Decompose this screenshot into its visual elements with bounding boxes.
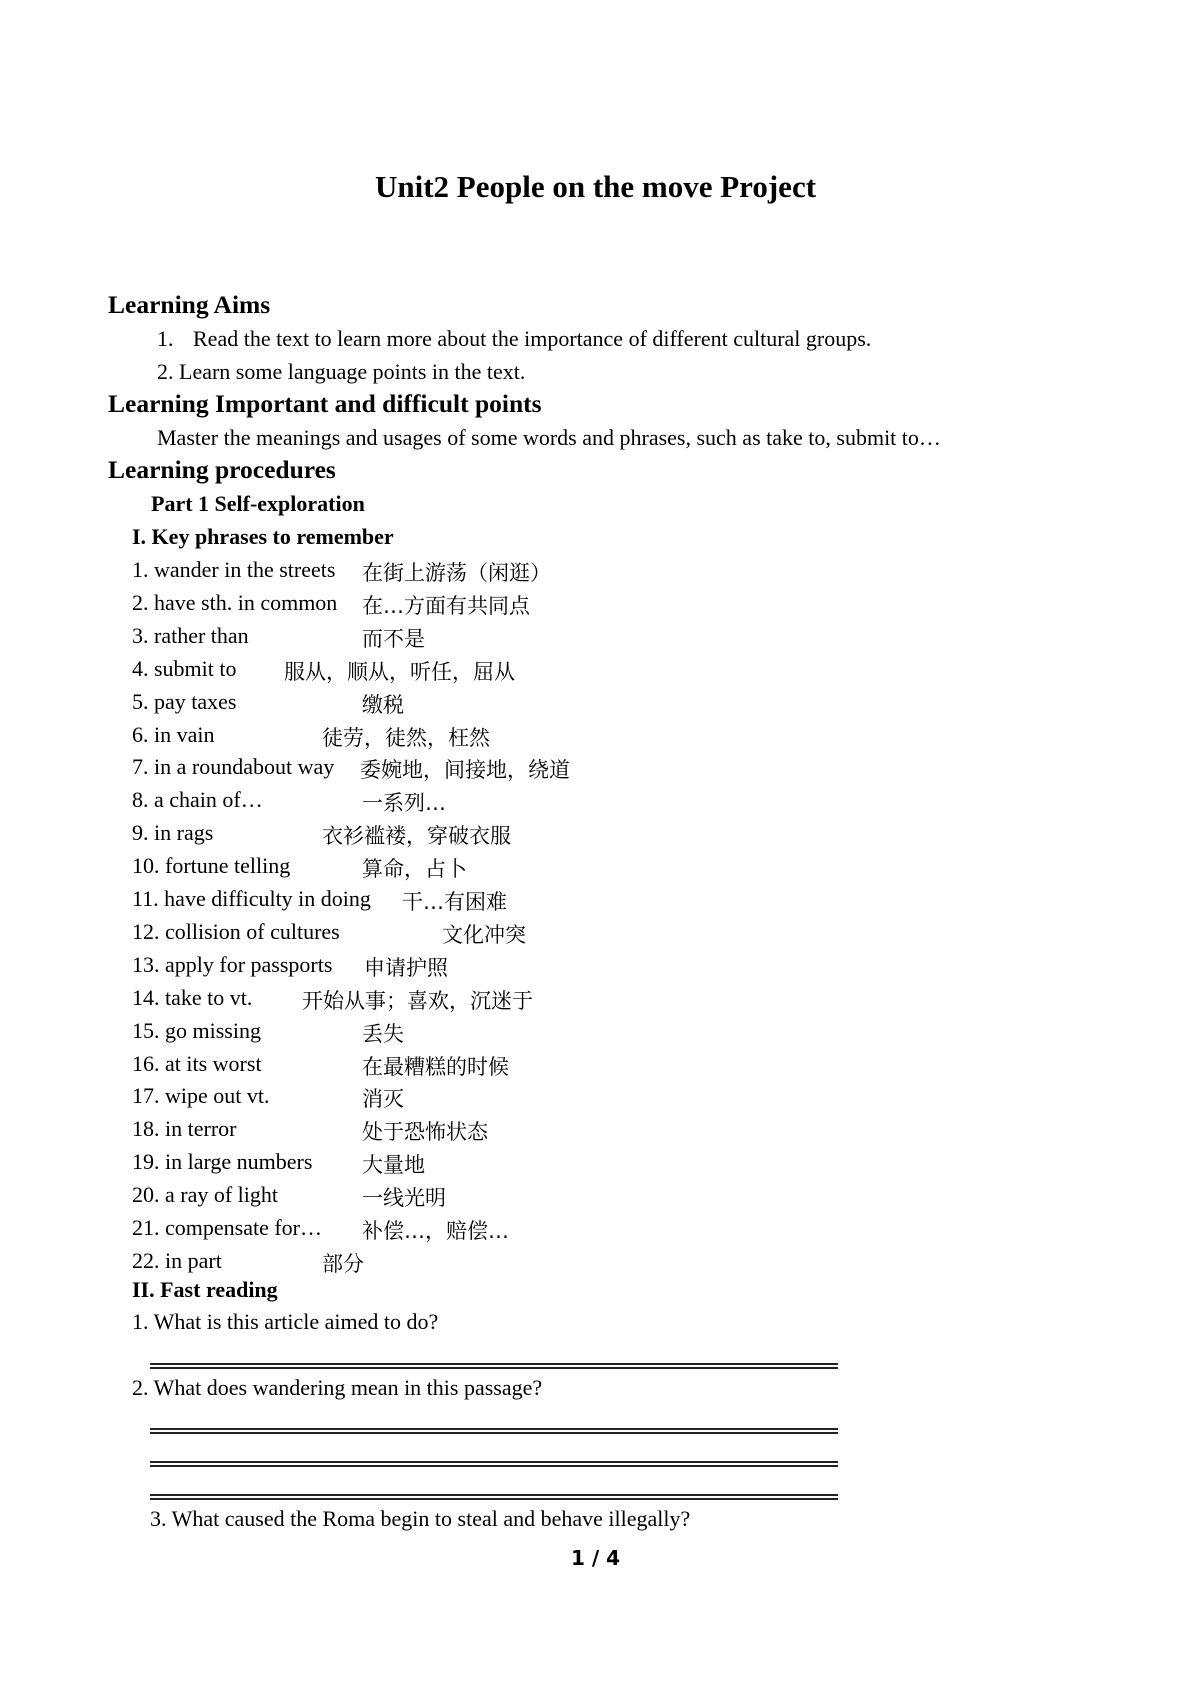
- phrase-chinese: 处于恐怖状态: [362, 1120, 488, 1145]
- phrase-english: 8. a chain of…: [132, 787, 263, 813]
- question-1: 1. What is this article aimed to do?: [132, 1309, 439, 1334]
- phrase-chinese: 干…有困难: [402, 890, 507, 914]
- phrase-english: 6. in vain: [132, 721, 215, 747]
- phrase-chinese: 在最糟糕的时候: [362, 1054, 509, 1079]
- fast-reading-heading: II. Fast reading: [132, 1277, 278, 1302]
- phrase-english: 18. in terror: [132, 1116, 237, 1142]
- important-points-heading: Learning Important and difficult points: [108, 389, 542, 418]
- phrase-chinese: 丢失: [362, 1021, 404, 1046]
- phrase-chinese: 委婉地，间接地，绕道: [360, 758, 570, 783]
- phrase-chinese: 文化冲突: [442, 922, 526, 947]
- aim-1-text: Read the text to learn more about the importance of different cultural groups.: [193, 326, 872, 351]
- phrase-english: 21. compensate for…: [132, 1215, 322, 1240]
- phrase-english: 20. a ray of light: [132, 1182, 279, 1208]
- phrase-chinese: 消灭: [362, 1087, 404, 1112]
- answer-line-4[interactable]: [150, 1494, 838, 1500]
- answer-line-3[interactable]: [150, 1461, 838, 1467]
- phrase-english: 16. at its worst: [132, 1050, 262, 1076]
- phrase-english: 17. wipe out vt.: [132, 1083, 270, 1109]
- phrase-english: 9. in rags: [132, 820, 214, 846]
- page-title: Unit2 People on the move Project: [374, 169, 817, 204]
- key-phrases-heading: I. Key phrases to remember: [132, 524, 394, 549]
- question-3: 3. What caused the Roma begin to steal and behave illegally?: [150, 1506, 691, 1531]
- learning-procedures-heading: Learning procedures: [108, 455, 336, 484]
- phrase-english: 2. have sth. in common: [132, 589, 338, 615]
- phrase-english: 1. wander in the streets: [132, 557, 336, 582]
- phrase-chinese: 开始从事；喜欢，沉迷于: [302, 988, 533, 1013]
- learning-aims-heading: Learning Aims: [108, 290, 271, 319]
- phrase-english: 14. take to vt.: [132, 984, 253, 1010]
- phrase-chinese: 在街上游荡（闲逛）: [362, 561, 551, 585]
- phrase-chinese: 在…方面有共同点: [362, 593, 530, 618]
- phrase-english: 7. in a roundabout way: [132, 754, 335, 780]
- phrase-english: 10. fortune telling: [132, 853, 291, 879]
- phrase-chinese: 申请护照: [364, 955, 448, 980]
- page-number: 1 / 4: [570, 1546, 621, 1570]
- phrase-english: 4. submit to: [132, 655, 237, 681]
- phrase-chinese: 衣衫褴褛，穿破衣服: [322, 824, 511, 849]
- answer-line-1[interactable]: [150, 1363, 838, 1369]
- aim-1-number: 1.: [157, 326, 174, 351]
- question-2: 2. What does wandering mean in this passage?: [132, 1375, 543, 1400]
- phrase-chinese: 部分: [322, 1251, 364, 1276]
- phrase-chinese: 一系列…: [362, 791, 446, 816]
- phrase-chinese: 服从，顺从，听任，屈从: [284, 659, 515, 684]
- phrase-chinese: 而不是: [362, 626, 425, 651]
- phrase-chinese: 徒劳，徒然，枉然: [322, 725, 490, 750]
- phrase-chinese: 一线光明: [362, 1186, 446, 1211]
- important-points-text: Master the meanings and usages of some words and phrases, such as take to, submit to…: [157, 425, 941, 450]
- phrase-chinese: 大量地: [362, 1153, 425, 1178]
- phrase-english: 19. in large numbers: [132, 1149, 313, 1175]
- phrase-chinese: 补偿…，赔偿…: [362, 1219, 509, 1243]
- phrase-english: 22. in part: [132, 1247, 222, 1273]
- phrase-english: 15. go missing: [132, 1017, 261, 1043]
- phrase-english: 5. pay taxes: [132, 688, 237, 714]
- aim-2-text: 2. Learn some language points in the text.: [157, 359, 526, 384]
- part1-heading: Part 1 Self-exploration: [151, 491, 365, 516]
- phrase-english: 3. rather than: [132, 622, 249, 648]
- phrase-english: 11. have difficulty in doing: [132, 886, 371, 911]
- phrase-chinese: 算命，占卜: [362, 857, 467, 882]
- phrase-chinese: 缴税: [362, 692, 404, 717]
- phrase-english: 12. collision of cultures: [132, 918, 340, 944]
- phrase-english: 13. apply for passports: [132, 951, 333, 977]
- answer-line-2[interactable]: [150, 1428, 838, 1434]
